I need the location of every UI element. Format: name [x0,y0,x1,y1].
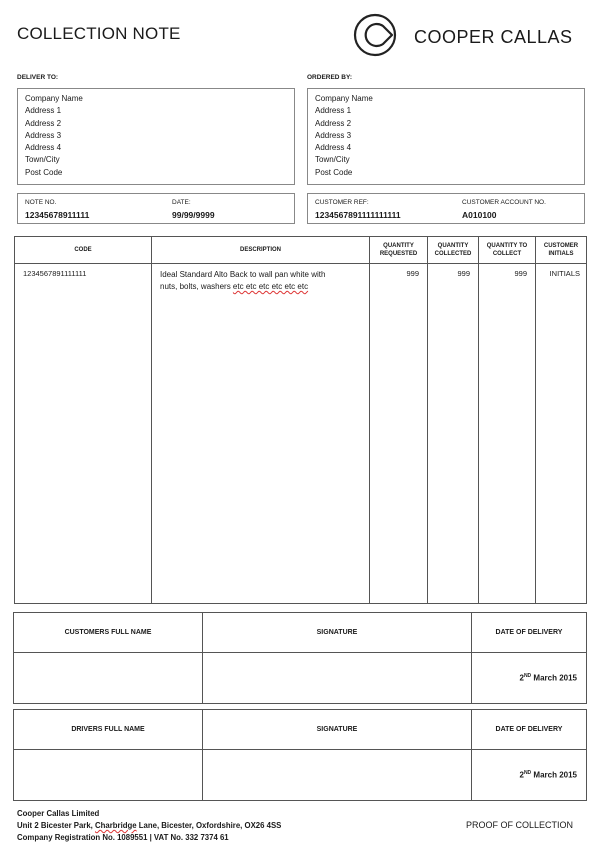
driver-signature-table [13,709,587,801]
customer-box [307,193,585,224]
footer-address-part: Unit 2 Bicester Park, [17,821,96,830]
item-initials: INITIALS [536,264,587,604]
date-month-year: March 2015 [533,673,577,683]
deliver-to-label: DELIVER TO: [17,74,59,81]
note-no-value: 12345678911111 [25,210,90,220]
item-code: 1234567891111111 [15,264,152,604]
driver-signature-label: SIGNATURE [203,710,472,750]
item-qty-to-collect: 999 [479,264,536,604]
footer-registration: Company Registration No. 1089551 | VAT No. 332 7374 61 [17,833,229,842]
table-row [15,264,587,604]
cc-circle-logo-icon [352,12,408,58]
date-suffix: ND [523,770,532,777]
document-title: COLLECTION NOTE [17,24,181,43]
footer-company-name: Cooper Callas Limited [17,809,100,818]
driver-signature-header [14,710,587,750]
deliver-to-line: Address 3 [25,130,62,140]
footer-address-spellcheck: Charbridge [95,821,137,830]
brand-logo [352,12,592,58]
item-qty-requested: 999 [370,264,428,604]
ordered-by-line: Address 3 [315,130,352,140]
item-description-line: nuts, bolts, washers [160,282,233,291]
proof-of-collection: PROOF OF COLLECTION [466,820,574,830]
deliver-to-line: Address 4 [25,143,62,153]
driver-delivery-date [472,750,587,801]
col-customer-initials: CUSTOMER INITIALS [536,237,587,264]
customer-signature-field[interactable] [203,653,472,704]
customer-full-name-label: CUSTOMERS FULL NAME [14,613,203,653]
footer-company-info [17,808,281,844]
date-day: 2 [519,673,524,683]
ordered-by-line: Address 2 [315,118,352,128]
deliver-to-line: Address 1 [25,106,62,116]
footer-address-part: Lane, Bicester, Oxfordshire, OX26 4SS [136,821,282,830]
item-description [152,264,370,604]
driver-signature-field[interactable] [203,750,472,801]
date-suffix: ND [523,673,532,680]
customer-signature-table [13,612,587,704]
driver-full-name-field[interactable] [14,750,203,801]
items-header-row [15,237,587,264]
ordered-by-line: Company Name [315,94,373,103]
items-table [14,236,587,604]
deliver-to-line: Post Code [25,167,63,177]
customer-ref-label: CUSTOMER REF: [315,199,369,206]
note-no-label: NOTE NO. [25,199,57,206]
driver-date-label: DATE OF DELIVERY [472,710,587,750]
item-description-spellcheck: etc etc etc etc etc etc [232,282,309,291]
ordered-by-line: Town/City [315,155,350,165]
footer-address [17,820,281,832]
customer-date-label: DATE OF DELIVERY [472,613,587,653]
customer-signature-row [14,653,587,704]
customer-full-name-field[interactable] [14,653,203,704]
col-qty-to-collect: QUANTITY TO COLLECT [479,237,536,264]
customer-ref-value: 1234567891111111111 [315,210,401,220]
date-day: 2 [519,770,524,780]
driver-full-name-label: DRIVERS FULL NAME [14,710,203,750]
item-description-line: Ideal Standard Alto Back to wall pan white with [160,270,326,279]
note-box [17,193,295,224]
col-description: DESCRIPTION [152,237,370,264]
ordered-by-box [307,88,585,185]
customer-delivery-date [472,653,587,704]
ordered-by-label: ORDERED BY: [307,74,353,81]
customer-signature-label: SIGNATURE [203,613,472,653]
ordered-by-line: Address 4 [315,143,352,153]
customer-signature-header [14,613,587,653]
deliver-to-line: Address 2 [25,118,62,128]
col-qty-requested: QUANTITY REQUESTED [370,237,428,264]
date-label: DATE: [172,199,191,206]
ordered-by-line: Address 1 [315,106,352,116]
col-code: CODE [15,237,152,264]
customer-account-value: A010100 [462,210,497,220]
date-value: 99/99/9999 [172,210,215,220]
brand-name: COOPER CALLAS [414,27,573,47]
deliver-to-line: Company Name [25,94,83,103]
deliver-to-box [17,88,295,185]
customer-account-label: CUSTOMER ACCOUNT NO. [462,199,546,206]
ordered-by-line: Post Code [315,167,353,177]
item-qty-collected: 999 [428,264,479,604]
col-qty-collected: QUANTITY COLLECTED [428,237,479,264]
deliver-to-line: Town/City [25,155,60,165]
date-month-year: March 2015 [533,770,577,780]
driver-signature-row [14,750,587,801]
